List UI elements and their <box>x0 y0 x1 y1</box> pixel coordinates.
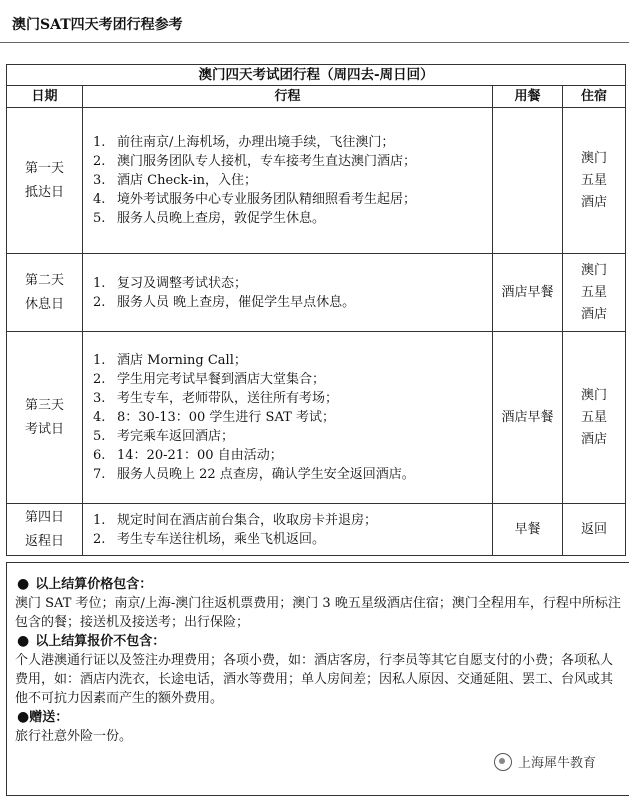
item-number: 3. <box>93 391 106 406</box>
item-text: 澳门服务团队专人接机，专车接考生直达澳门酒店； <box>117 154 417 169</box>
itinerary-cell <box>83 108 493 254</box>
item-number: 2. <box>93 372 106 387</box>
item-text: 服务人员 晚上查房，催促学生早点休息。 <box>117 294 356 310</box>
excluded-heading-text: 以上结算报价不包含： <box>35 634 166 649</box>
itinerary-cell <box>83 332 493 504</box>
item-text: 14：20-21：00 自由活动； <box>117 448 283 463</box>
hotel-text: 五星 <box>581 409 608 425</box>
day-number: 第一天 <box>24 160 64 176</box>
item-text: 学生用完考试早餐到酒店大堂集合； <box>117 372 326 387</box>
hotel-cell <box>563 504 626 556</box>
day-number: 第三天 <box>24 397 64 413</box>
item-text: 前往南京/上海机场，办理出境手续，飞往澳门； <box>117 135 395 150</box>
item-number: 2. <box>93 294 106 310</box>
day-number: 第四日 <box>24 509 64 525</box>
list-item <box>83 274 488 293</box>
item-number: 2. <box>93 531 106 547</box>
hotel-text: 五星 <box>581 284 608 300</box>
list-item <box>83 446 488 465</box>
meal-cell <box>493 254 563 332</box>
day-number: 第二天 <box>24 272 64 288</box>
hotel-text: 酒店 <box>581 194 608 210</box>
table-caption: 澳门四天考试团行程（周四去-周日回） <box>7 65 626 86</box>
item-number: 4. <box>93 410 106 425</box>
item-number: 2. <box>93 154 106 169</box>
included-heading-text: 以上结算价格包含： <box>35 577 153 592</box>
table-header-row <box>7 86 626 108</box>
day-label: 休息日 <box>24 296 64 312</box>
itinerary-table <box>6 64 626 556</box>
item-text: 复习及调整考试状态； <box>117 275 248 291</box>
header-date: 日期 <box>7 86 83 108</box>
meal-cell <box>493 332 563 504</box>
hotel-cell <box>563 332 626 504</box>
item-text: 境外考试服务中心专业服务团队精细照看考生起居； <box>117 192 417 207</box>
item-text: 服务人员晚上 22 点查房，确认学生安全返回酒店。 <box>117 467 415 482</box>
day-cell <box>7 254 83 332</box>
itinerary-cell <box>83 504 493 556</box>
meal-cell <box>493 108 563 254</box>
gift-text: 旅行社意外险一份。 <box>15 729 133 744</box>
meal-text: 早餐 <box>514 521 541 537</box>
day-row <box>7 504 626 556</box>
list-item <box>83 370 488 389</box>
day-label: 返程日 <box>24 533 64 549</box>
item-number: 5. <box>93 211 106 226</box>
list-item <box>83 530 488 549</box>
included-text: 澳门 SAT 考位；南京/上海-澳门往返机票费用；澳门 3 晚五星级酒店住宿；澳门全程用车，行程中所标注包含的餐；接送机及接送考；出行保险； <box>15 596 621 630</box>
bullet-icon: ● <box>17 576 30 592</box>
list-item <box>83 152 488 171</box>
gift-heading-text: 赠送： <box>29 710 69 725</box>
hotel-text: 酒店 <box>581 306 608 322</box>
item-number: 5. <box>93 429 106 444</box>
list-item <box>83 351 488 370</box>
list-item <box>83 133 488 152</box>
hotel-text: 返回 <box>581 521 608 537</box>
list-item <box>83 190 488 209</box>
day-row <box>7 108 626 254</box>
item-number: 1. <box>93 135 106 150</box>
list-item <box>83 465 488 484</box>
item-number: 6. <box>93 448 106 463</box>
item-text: 8：30-13：00 学生进行 SAT 考试； <box>117 410 335 425</box>
included-heading <box>17 575 622 594</box>
hotel-text: 酒店 <box>581 431 608 447</box>
hotel-text: 五星 <box>581 172 608 188</box>
hotel-text: 澳门 <box>581 387 608 403</box>
item-text: 服务人员晚上查房，敦促学生休息。 <box>117 211 326 226</box>
watermark <box>494 752 596 771</box>
hotel-text: 澳门 <box>581 262 608 278</box>
bullet-icon: ● <box>17 633 30 649</box>
itinerary-cell <box>83 254 493 332</box>
list-item <box>83 293 488 312</box>
header-meal: 用餐 <box>493 86 563 108</box>
title-divider <box>0 42 629 43</box>
hotel-cell <box>563 254 626 332</box>
item-text: 酒店 Morning Call； <box>117 353 247 368</box>
list-item <box>83 408 488 427</box>
header-hotel: 住宿 <box>563 86 626 108</box>
day-row <box>7 254 626 332</box>
day-cell <box>7 108 83 254</box>
list-item <box>83 389 488 408</box>
item-number: 1. <box>93 275 106 291</box>
hotel-cell <box>563 108 626 254</box>
item-text: 考完乘车返回酒店； <box>117 429 235 444</box>
list-item <box>83 209 488 228</box>
document-title: 澳门SAT四天考团行程参考 <box>12 17 183 33</box>
item-text: 酒店 Check-in，入住； <box>117 173 257 188</box>
item-text: 考生专车，老师带队，送往所有考场； <box>117 391 339 406</box>
item-number: 7. <box>93 467 106 482</box>
day-cell <box>7 332 83 504</box>
meal-text: 酒店早餐 <box>501 284 554 300</box>
item-number: 1. <box>93 512 106 528</box>
bullet-icon: ● <box>17 709 30 725</box>
day-row <box>7 332 626 504</box>
excluded-heading <box>17 632 622 651</box>
item-number: 1. <box>93 353 106 368</box>
header-itinerary: 行程 <box>83 86 493 108</box>
item-number: 3. <box>93 173 106 188</box>
day-label: 抵达日 <box>24 184 64 200</box>
watermark-text: 上海犀牛教育 <box>518 756 597 771</box>
meal-text: 酒店早餐 <box>501 409 554 425</box>
day-label: 考试日 <box>24 421 64 437</box>
list-item <box>83 171 488 190</box>
item-text: 规定时间在酒店前台集合，收取房卡并退房； <box>117 512 378 528</box>
meal-cell <box>493 504 563 556</box>
day-cell <box>7 504 83 556</box>
excluded-text: 个人港澳通行证以及签注办理费用；各项小费，如：酒店客房，行李员等其它自愿支付的小费；各项私人费用，如：酒店内洗衣，长途电话，酒水等费用；单人房间差；因私人原因、交通延阻、罢工、台风或其他不可抗力因素而产生的额外费用。 <box>15 653 614 706</box>
wechat-logo-icon <box>494 753 512 771</box>
list-item <box>83 511 488 530</box>
item-text: 考生专车送往机场，乘坐飞机返回。 <box>117 531 326 547</box>
list-item <box>83 427 488 446</box>
item-number: 4. <box>93 192 106 207</box>
gift-heading <box>17 708 622 727</box>
hotel-text: 澳门 <box>581 150 608 166</box>
